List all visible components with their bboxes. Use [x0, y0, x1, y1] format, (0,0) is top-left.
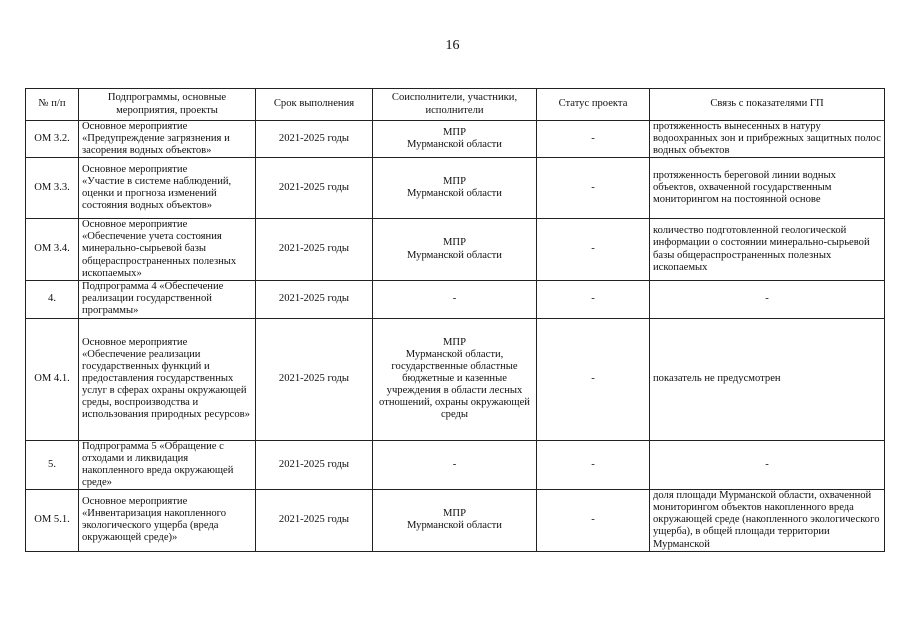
table-header-row — [26, 89, 885, 121]
row-number: ОМ 3.3. — [26, 158, 79, 219]
row-executors: - — [373, 440, 537, 489]
row-term: 2021-2025 годы — [256, 219, 373, 280]
row-term: 2021-2025 годы — [256, 318, 373, 440]
row-number: 4. — [26, 280, 79, 318]
header-executors: Соисполнители, участники, исполнители — [373, 89, 537, 121]
table-row — [26, 490, 885, 551]
row-status: - — [537, 158, 650, 219]
row-number: ОМ 5.1. — [26, 490, 79, 551]
header-indicator-link: Связь с показателями ГП — [650, 89, 885, 121]
row-executors: МПР Мурманской области — [407, 508, 502, 532]
header-status: Статус проекта — [537, 89, 650, 121]
program-table — [25, 88, 885, 552]
row-status: - — [537, 280, 650, 318]
row-indicator-link: показатель не предусмотрен — [650, 318, 885, 440]
row-term: 2021-2025 годы — [256, 280, 373, 318]
row-name: Подпрограмма 4 «Обеспечение реализации государственной программы» — [82, 281, 224, 317]
row-name: Основное мероприятие «Предупреждение загрязнения и засорения водных объектов» — [82, 121, 230, 157]
header-term: Срок выполнения — [256, 89, 373, 121]
table-row — [26, 318, 885, 440]
table-row — [26, 219, 885, 280]
row-name: Подпрограмма 5 «Обращение с отходами и ликвидация накопленного вреда окружающей среде» — [82, 440, 234, 489]
row-number: 5. — [26, 440, 79, 489]
page-number: 16 — [445, 38, 460, 53]
row-name: Основное мероприятие «Участие в системе наблюдений, оценки и прогноза изменений состояния водных объектов» — [82, 164, 232, 212]
row-name: Основное мероприятие «Обеспечение реализации государственных функций и предоставления государственных услуг в сферах охраны окружающей среды, воспроизводства и использования природных ресурсов» — [82, 336, 250, 421]
table-row — [26, 440, 885, 489]
row-status: - — [537, 121, 650, 158]
header-number: № п/п — [26, 89, 79, 121]
header-name: Подпрограммы, основные мероприятия, проекты — [79, 89, 256, 121]
row-number: ОМ 3.2. — [26, 121, 79, 158]
row-executors: МПР Мурманской области — [407, 127, 502, 151]
row-indicator-link: протяженность береговой линии водных объектов, охваченной государственным мониторингом на постоянной основе — [650, 158, 885, 219]
row-number: ОМ 3.4. — [26, 219, 79, 280]
row-status: - — [537, 219, 650, 280]
row-term: 2021-2025 годы — [256, 121, 373, 158]
row-name: Основное мероприятие «Обеспечение учета состояния минерально-сырьевой базы общераспространенных полезных ископаемых» — [82, 219, 237, 279]
row-executors: МПР Мурманской области — [407, 237, 502, 261]
row-number: ОМ 4.1. — [26, 318, 79, 440]
row-status: - — [537, 318, 650, 440]
table-row — [26, 158, 885, 219]
row-term: 2021-2025 годы — [256, 158, 373, 219]
row-status: - — [537, 490, 650, 551]
table-row — [26, 280, 885, 318]
row-executors: МПР Мурманской области — [407, 176, 502, 200]
row-term: 2021-2025 годы — [256, 440, 373, 489]
row-term: 2021-2025 годы — [256, 490, 373, 551]
table-row — [26, 121, 885, 158]
row-executors: - — [373, 280, 537, 318]
row-indicator-link: протяженность вынесенных в натуру водоохранных зон и прибрежных защитных полос водных объектов — [650, 121, 885, 158]
row-executors: МПР Мурманской области, государственные областные бюджетные и казенные учреждения в области лесных отношений, охраны окружающей среды — [379, 336, 530, 421]
row-name: Основное мероприятие «Инвентаризация накопленного экологического ущерба (вреда окружающей среде)» — [82, 496, 227, 544]
row-indicator-link: доля площади Мурманской области, охваченной мониторингом объектов накопленного вреда окружающей среде (накопленного экологического ущерба), в общей площади территории Мурманской — [650, 490, 885, 551]
row-indicator-link: - — [650, 280, 885, 318]
row-indicator-link: количество подготовленной геологической информации о состоянии минерально-сырьевой базы общераспространенных полезных ископаемых — [650, 219, 885, 280]
row-indicator-link: - — [650, 440, 885, 489]
row-status: - — [537, 440, 650, 489]
